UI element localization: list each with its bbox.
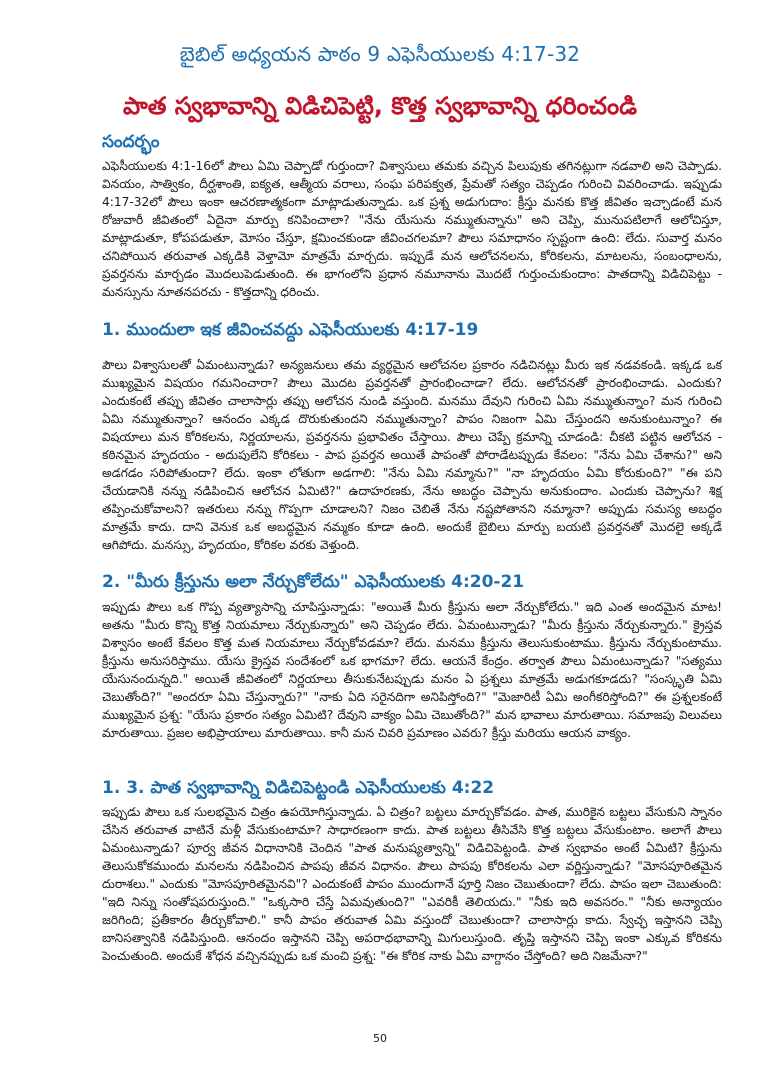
section-2-heading: 2. "మీరు క్రీస్తును అలా నేర్చుకోలేదు" ఎఫెసీయులకు 4:20-21 <box>102 572 525 592</box>
section-3-paragraph: ఇప్పుడు పౌలు ఒక సులభమైన చిత్రం ఉపయోగిస్తున్నాడు. ఏ చిత్రం? బట్టలు మార్చుకోవడం. పాత, మురికైన బట్టలు వేసుకుని స్నానం చేసిన తరువాత వాటినే మళ్లీ వేసుకుంటామా? సాధారణంగా కాదు. పాత బట్టలు తీసివేసి కొత్త బట్టలు వేసుకుంటాం. అలాగే పౌలు ఏమంటున్నాడు? పూర్వ జీవన విధానానికి చెందిన "పాత మనుష్యత్వాన్ని" విడిచిపెట్టండి. పాత స్వభావం అంటే ఏమిటి? క్రీస్తును తెలుసుకోకముందు మనలను నడిపించిన పాపపు జీవన విధానం. పౌలు పాపపు కోరికలను ఎలా వర్ణిస్తున్నాడు? "మోసపూరితమైన దురాశలు." ఎందుకు "మోసపూరితమైనవి"? ఎందుకంటే పాపం ముందుగానే పూర్తి నిజం చెబుతుందా? లేదు. పాపం ఇలా చెబుతుంది: "ఇది నిన్ను సంతోషపరుస్తుంది." "ఒక్కసారి చేస్తే ఏమవుతుంది?" "ఎవరికీ తెలియదు." "నీకు ఇది అవసరం." "నీకు అన్యాయం జరిగింది; ప్రతీకారం తీర్చుకోవాలి." కానీ పాపం తరువాత ఏమి వస్తుందో చెబుతుందా? చాలాసార్లు కాదు. స్వేచ్ఛ ఇస్తానని చెప్పి బానిసత్వానికి నడిపిస్తుంది. ఆనందం ఇస్తానని చెప్పి అపరాధభావాన్ని మిగులుస్తుంది. తృప్తి ఇస్తానని చెప్పి ఇంకా ఎక్కువ కోరికను పెంచుతుంది. అందుకే శోధన వచ్చినప్పుడు ఒక మంచి ప్రశ్న: "ఈ కోరిక నాకు ఏమి వాగ్దానం చేస్తోంది? అది నిజమేనా?" <box>102 805 722 963</box>
study-title: బైబిల్ అధ్యయన పాఠం 9 ఎఫెసీయులకు 4:17-32 <box>179 42 581 66</box>
page-number: 50 <box>373 1032 387 1045</box>
main-title: పాత స్వభావాన్ని విడిచిపెట్టి, కొత్త స్వభావాన్ని ధరించండి <box>123 92 637 120</box>
section-3-heading: 1. 3. పాత స్వభావాన్ని విడిచిపెట్టండి ఎఫెసీయులకు 4:22 <box>102 778 495 798</box>
section-1-heading: 1. ముందులా ఇక జీవించవద్దు ఎఫెసీయులకు 4:17-19 <box>102 320 479 340</box>
context-heading: సందర్భం <box>102 132 160 152</box>
context-paragraph: ఎఫెసీయులకు 4:1-16లో పౌలు ఏమి చెప్పాడో గుర్తుందా? విశ్వాసులు తమకు వచ్చిన పిలుపుకు తగినట్లుగా నడవాలి అని చెప్పాడు. వినయం, సాత్వికం, దీర్ఘశాంతి, ఐక్యత, ఆత్మీయ వరాలు, సంఘ పరిపక్వత, ప్రేమతో సత్యం చెప్పడం గురించి వివరించాడు. ఇప్పుడు 4:17-32లో పౌలు ఇంకా ఆచరణాత్మకంగా మాట్లాడుతున్నాడు. ఒక ప్రశ్న అడుగుదాం: క్రీస్తు మనకు కొత్త జీవితం ఇచ్చాడంటే మన రోజువారీ జీవితంలో ఏదైనా మార్పు కనిపించాలా? "నేను యేసును నమ్ముతున్నాను" అని చెప్పి, మునుపటిలాగే ఆలోచిస్తూ, మాట్లాడుతూ, కోపపడుతూ, మోసం చేస్తూ, క్షమించకుండా జీవించగలమా? పౌలు సమాధానం స్పష్టంగా ఉంది: లేదు. సువార్త మనం చనిపోయిన తరువాత ఎక్కడికి వెళ్తామో మాత్రమే మార్చదు. ఇప్పుడే మన ఆలోచనలను, కోరికలను, మాటలను, సంబంధాలను, ప్రవర్తనను మార్చడం మొదలుపెడుతుంది. ఈ భాగంలోని ప్రధాన నమూనాను మొదటే గుర్తుంచుకుందాం: పాతదాన్ని విడిచిపెట్టు - మనస్సును నూతనపరచు - కొత్తదాన్ని ధరించు. <box>102 159 723 299</box>
section-1-paragraph: పౌలు విశ్వాసులతో ఏమంటున్నాడు? అన్యజనులు తమ వ్యర్థమైన ఆలోచనల ప్రకారం నడిచినట్లు మీరు ఇక నడవకండి. ఇక్కడ ఒక ముఖ్యమైన విషయం గమనించారా? పౌలు మొదట ప్రవర్తనతో ప్రారంభించాడా? లేదు. ఆలోచనతో ప్రారంభించాడు. ఎందుకు? ఎందుకంటే తప్పు జీవితం చాలాసార్లు తప్పు ఆలోచన నుండి వస్తుంది. మనము దేవుని గురించి ఏమి నమ్ముతున్నాం? మన గురించి ఏమి నమ్ముతున్నాం? ఆనందం ఎక్కడ దొరుకుతుందని నమ్ముతున్నాం? పాపం నిజంగా ఏమి చేస్తుందని అనుకుంటున్నాం? ఈ విషయాలు మన కోరికలను, నిర్ణయాలను, ప్రవర్తనను ప్రభావితం చేస్తాయి. పౌలు చెప్పే క్రమాన్ని చూడండి: చీకటి పట్టిన ఆలోచన - కఠినమైన హృదయం - అదుపులేని కోరికలు - పాప ప్రవర్తన అయితే పాపంతో పోరాడేటప్పుడు కేవలం: "నేను ఏమి చేశాను?" అని అడగడం సరిపోతుందా? లేదు. ఇంకా లోతుగా అడగాలి: "నేను ఏమి నమ్మాను?" "నా హృదయం ఏమి కోరుకుంది?" "ఈ పని చేయడానికి నన్ను నడిపించిన ఆలోచన ఏమిటి?" ఉదాహరణకు, నేను అబద్ధం చెప్పాను అనుకుందాం. ఎందుకు చెప్పాను? శిక్ష తప్పించుకోవాలని? ఇతరులు నన్ను గొప్పగా చూడాలని? నిజం చెబితే నేను నష్టపోతానని నమ్మానా? అప్పుడు సమస్య అబద్ధం మాత్రమే కాదు. దాని వెనుక ఒక అబద్ధమైన నమ్మకం కూడా ఉంది. అందుకే బైబిలు మార్పు బయటి ప్రవర్తనతో మొదలై అక్కడే ఆగిపోదు. మనస్సు, హృదయం, కోరికల వరకు వెళ్తుంది. <box>102 358 722 552</box>
section-2-paragraph: ఇప్పుడు పౌలు ఒక గొప్ప వ్యత్యాసాన్ని చూపిస్తున్నాడు: "అయితే మీరు క్రీస్తును అలా నేర్చుకోలేదు." ఇది ఎంత అందమైన మాట! అతను "మీరు కొన్ని కొత్త నియమాలు నేర్చుకున్నారు" అని చెప్పడం లేదు. ఏమంటున్నాడు? "మీరు క్రీస్తును నేర్చుకున్నారు." క్రైస్తవ విశ్వాసం అంటే కేవలం కొత్త మత నియమాలు నేర్చుకోవడమా? లేదు. మనము క్రీస్తును తెలుసుకుంటాము. క్రీస్తును నేర్చుకుంటాము. క్రీస్తును అనుసరిస్తాము. యేసు క్రైస్తవ సందేశంలో ఒక భాగమా? లేదు. ఆయనే కేంద్రం. తర్వాత పౌలు ఏమంటున్నాడు? "సత్యము యేసునందున్నది." అయితే జీవితంలో నిర్ణయాలు తీసుకునేటప్పుడు మనం ఏ ప్రశ్నలు మాత్రమే అడుగకూడదు? "సంస్కృతి ఏమి చెబుతోంది?" "అందరూ ఏమి చేస్తున్నారు?" "నాకు ఏది సరైనదిగా అనిపిస్తోంది?" "మెజారిటీ ఏమి అంగీకరిస్తోంది?" ఈ ప్రశ్నలకంటే ముఖ్యమైన ప్రశ్న: "యేసు ప్రకారం సత్యం ఏమిటి? దేవుని వాక్యం ఏమి చెబుతోంది?" మన భావాలు మారుతాయి. సమాజపు విలువలు మారుతాయి. ప్రజల అభిప్రాయాలు మారుతాయి. కానీ మన చివరి ప్రమాణం ఎవరు? క్రీస్తు మరియు ఆయన వాక్యం. <box>102 600 722 740</box>
